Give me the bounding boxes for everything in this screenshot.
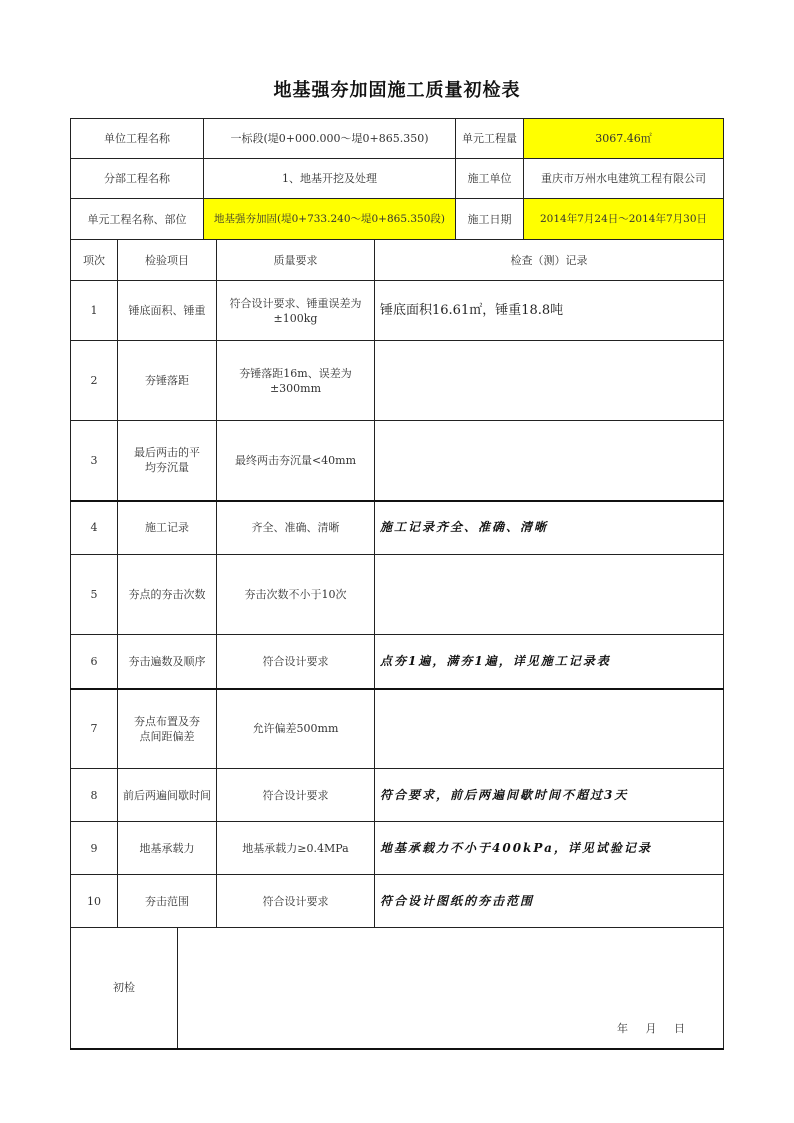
table-row	[71, 689, 724, 769]
row-no: 6	[71, 635, 118, 689]
row-record: 点夯1遍，满夯1遍，详见施工记录表	[375, 635, 724, 689]
element-value: 地基强夯加固(堤0+733.240～堤0+865.350段)	[204, 199, 456, 240]
table-row	[71, 281, 724, 341]
sub-project-value: 1、地基开挖及处理	[204, 159, 456, 199]
row-item: 地基承载力	[118, 822, 217, 875]
row-no: 4	[71, 501, 118, 555]
row-item: 夯点的夯击次数	[118, 555, 217, 635]
col-record: 检查（测）记录	[375, 240, 724, 281]
unit-project-label: 单位工程名称	[71, 119, 204, 159]
table-row	[71, 769, 724, 822]
row-record	[375, 341, 724, 421]
date-month: 月	[645, 1021, 657, 1035]
row-item: 施工记录	[118, 501, 217, 555]
row-record: 地基承载力不小于400kPa，详见试验记录	[375, 822, 724, 875]
table-row	[71, 635, 724, 689]
row-item: 夯击范围	[118, 875, 217, 928]
row-no: 8	[71, 769, 118, 822]
initial-inspection-label: 初检	[71, 928, 178, 1049]
row-item: 夯锤落距	[118, 341, 217, 421]
col-requirement: 质量要求	[217, 240, 375, 281]
row-requirement: 符合设计要求	[217, 769, 375, 822]
page-title: 地基强夯加固施工质量初检表	[273, 80, 521, 101]
row-record: 符合要求，前后两遍间歇时间不超过3天	[375, 769, 724, 822]
table-row	[71, 555, 724, 635]
row-no: 10	[71, 875, 118, 928]
contractor-label: 施工单位	[456, 159, 524, 199]
row-item: 锤底面积、锤重	[118, 281, 217, 341]
header-table	[70, 118, 724, 240]
table-row	[71, 822, 724, 875]
initial-inspection-table	[70, 927, 724, 1050]
row-requirement: 符合设计要求	[217, 875, 375, 928]
row-requirement: 符合设计要求、锤重误差为±100kg	[217, 281, 375, 341]
sub-project-label: 分部工程名称	[71, 159, 204, 199]
row-record: 锤底面积16.61㎡，锤重18.8吨	[375, 281, 724, 341]
row-no: 9	[71, 822, 118, 875]
row-record	[375, 689, 724, 769]
row-requirement: 符合设计要求	[217, 635, 375, 689]
contractor-value: 重庆市万州水电建筑工程有限公司	[524, 159, 724, 199]
element-label: 单元工程名称、部位	[71, 199, 204, 240]
col-no: 项次	[71, 240, 118, 281]
row-no: 3	[71, 421, 118, 501]
col-item: 检验项目	[118, 240, 217, 281]
unit-quantity-label: 单元工程量	[456, 119, 524, 159]
row-requirement: 最终两击夯沉量<40mm	[217, 421, 375, 501]
row-record	[375, 421, 724, 501]
row-requirement: 允许偏差500mm	[217, 689, 375, 769]
date-label: 施工日期	[456, 199, 524, 240]
row-no: 1	[71, 281, 118, 341]
date-line	[617, 1021, 685, 1036]
table-row	[71, 341, 724, 421]
unit-quantity-value: 3067.46㎡	[524, 119, 724, 159]
unit-project-value: 一标段(堤0+000.000～堤0+865.350)	[204, 119, 456, 159]
table-row	[71, 421, 724, 501]
row-no: 5	[71, 555, 118, 635]
row-item: 最后两击的平均夯沉量	[118, 421, 217, 501]
date-day: 日	[674, 1021, 685, 1035]
row-requirement: 齐全、准确、清晰	[217, 501, 375, 555]
inspection-table	[70, 239, 724, 928]
date-value: 2014年7月24日～2014年7月30日	[524, 199, 724, 240]
row-item: 前后两遍间歇时间	[118, 769, 217, 822]
table-row	[71, 875, 724, 928]
row-no: 2	[71, 341, 118, 421]
initial-inspection-content	[178, 928, 724, 1049]
table-row	[71, 501, 724, 555]
row-item: 夯击遍数及顺序	[118, 635, 217, 689]
row-item: 夯点布置及夯点间距偏差	[118, 689, 217, 769]
row-requirement: 夯击次数不小于10次	[217, 555, 375, 635]
row-record: 符合设计图纸的夯击范围	[375, 875, 724, 928]
row-record: 施工记录齐全、准确、清晰	[375, 501, 724, 555]
column-header-row	[71, 240, 724, 281]
row-requirement: 夯锤落距16m、误差为±300mm	[217, 341, 375, 421]
row-no: 7	[71, 689, 118, 769]
row-requirement: 地基承载力≥0.4MPa	[217, 822, 375, 875]
date-year: 年	[617, 1021, 628, 1035]
row-record	[375, 555, 724, 635]
